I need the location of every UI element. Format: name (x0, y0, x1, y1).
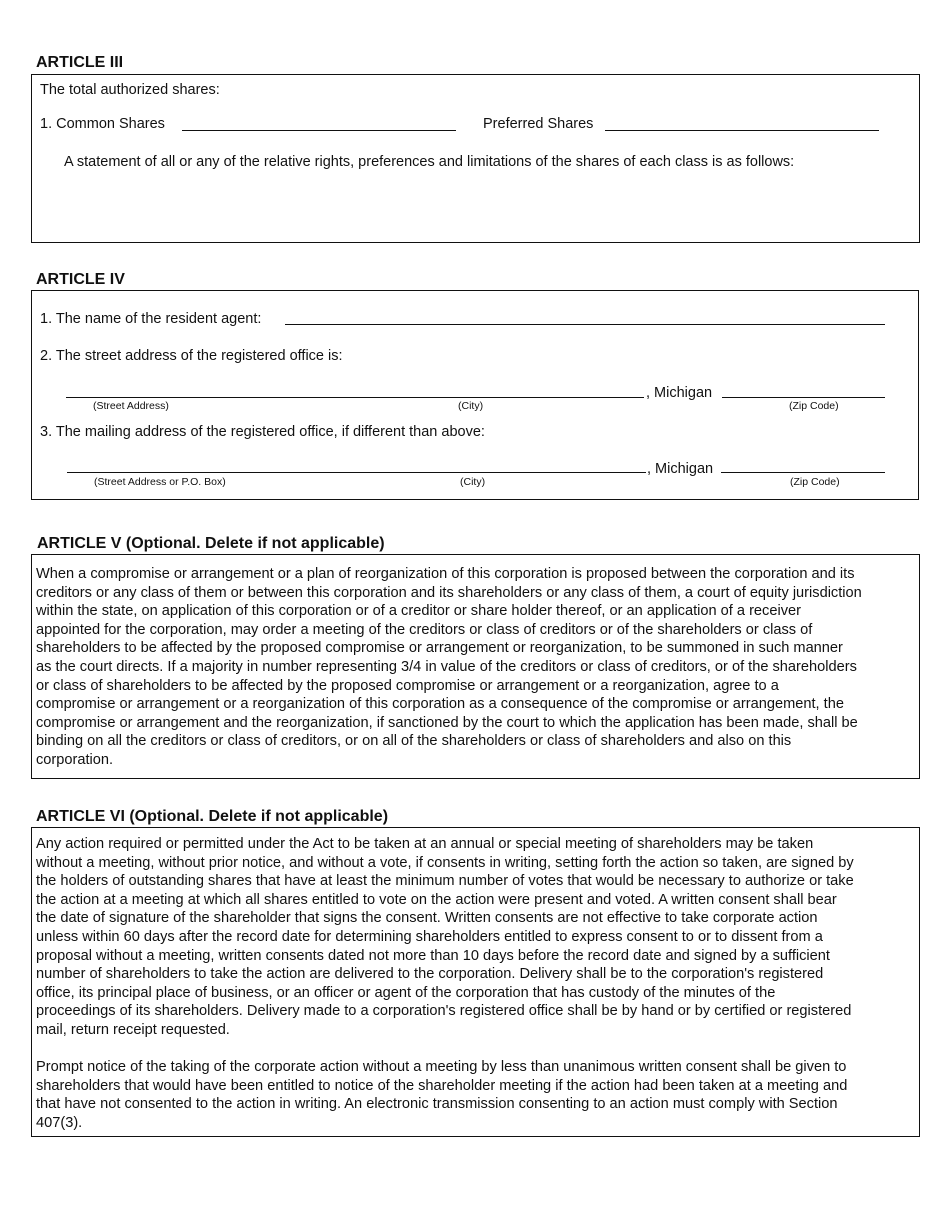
mailing-address-label: 3. The mailing address of the registered office, if different than above: (40, 424, 485, 440)
preferred-shares-label: Preferred Shares (483, 116, 594, 132)
article-5-box (31, 554, 920, 779)
article-4-heading: ARTICLE IV (36, 271, 125, 288)
article-3-box (31, 74, 920, 243)
street-address-label: 2. The street address of the registered office is: (40, 348, 343, 364)
mailing-zip-caption: (Zip Code) (790, 476, 840, 488)
mailing-zip-field[interactable] (721, 472, 885, 473)
michigan-text: , Michigan (646, 385, 713, 401)
article-5-text: When a compromise or arrangement or a plan of reorganization of this corporation is proposed between the corporation and its creditors or any class of them or between this corporation and its shareholders or any class of them, a court of equity jurisdiction within the state, on application of this corporation or of a creditor or share holder thereof, or an application of a receiver appointed for the corporation, may order a meeting of the creditors or class of creditors or of the shareholders or class of shareholders to be affected by the proposed compromise or arrangement or reorganization, to be summoned in such manner as the court directs. If a majority in number representing 3/4 in value of the creditors or class of creditors, or of the shareholders or class of shareholders to be affected by the proposed compromise or arrangement or a reorganization, agree to a compromise or arrangement or a reorganization of this corporation as a consequence of the compromise or arrangement, the compromise or arrangement and the reorganization, if sanctioned by the court to which the application has been made, shall be binding on all the creditors or class of creditors, or on all of the shareholders or class of shareholders and also on this corporation. (36, 566, 862, 768)
article-5-heading: ARTICLE V (Optional. Delete if not applicable) (37, 535, 385, 552)
mailing-address-caption: (Street Address or P.O. Box) (94, 476, 226, 488)
article-3-heading: ARTICLE III (36, 54, 124, 71)
zip-code-field[interactable] (722, 397, 885, 398)
article-6-box (31, 827, 920, 1137)
rights-statement-text: A statement of all or any of the relative rights, preferences and limitations of the shares of each class is as follows: (64, 154, 795, 170)
street-address-field[interactable] (66, 397, 644, 398)
article-4-box (31, 290, 919, 500)
mailing-michigan-text: , Michigan (647, 461, 714, 477)
street-address-caption: (Street Address) (93, 400, 169, 412)
common-shares-field[interactable] (182, 130, 456, 131)
resident-agent-label: 1. The name of the resident agent: (40, 311, 262, 327)
city-caption: (City) (458, 400, 484, 412)
preferred-shares-field[interactable] (605, 130, 879, 131)
rights-statement-field[interactable] (40, 175, 910, 235)
article-6-heading: ARTICLE VI (Optional. Delete if not applicable) (36, 808, 389, 825)
article-6-text-2: Prompt notice of the taking of the corporate action without a meeting by less than unanimous written consent shall be given to shareholders that would have been entitled to notice of the shareholder meeting if the action had been taken at a meeting and that have not consented to the action in writing. An electronic transmission consenting to an action must comply with Section 407(3). (36, 1059, 848, 1131)
mailing-city-caption: (City) (460, 476, 486, 488)
mailing-address-field[interactable] (67, 472, 646, 473)
common-shares-label: 1. Common Shares (40, 116, 165, 132)
total-authorized-label: The total authorized shares: (40, 82, 220, 98)
resident-agent-field[interactable] (285, 324, 885, 325)
article-6-text-1: Any action required or permitted under the Act to be taken at an annual or special meeting of shareholders may be taken without a meeting, without prior notice, and without a vote, if consents in writing, setting forth the action so taken, are signed by the holders of outstanding shares that have at least the minimum number of votes that would be necessary to authorize or take the action at a meeting at which all shares entitled to vote on the action were present and voted. A written consent shall bear the date of signature of the shareholder that signs the consent. Written consents are not effective to take corporate action unless within 60 days after the record date for determining shareholders entitled to express consent to or to dissent from a proposal without a meeting, written consents dated not more than 10 days before the record date and signed by a sufficient number of shareholders to take the action are delivered to the corporation. Delivery shall be to the corporation's registered office, its principal place of business, or an officer or agent of the corporation that has custody of the minutes of the proceedings of its shareholders. Delivery made to a corporation's registered office shall be by hand or by certified or registered mail, return receipt requested. (36, 836, 854, 1038)
zip-code-caption: (Zip Code) (789, 400, 839, 412)
